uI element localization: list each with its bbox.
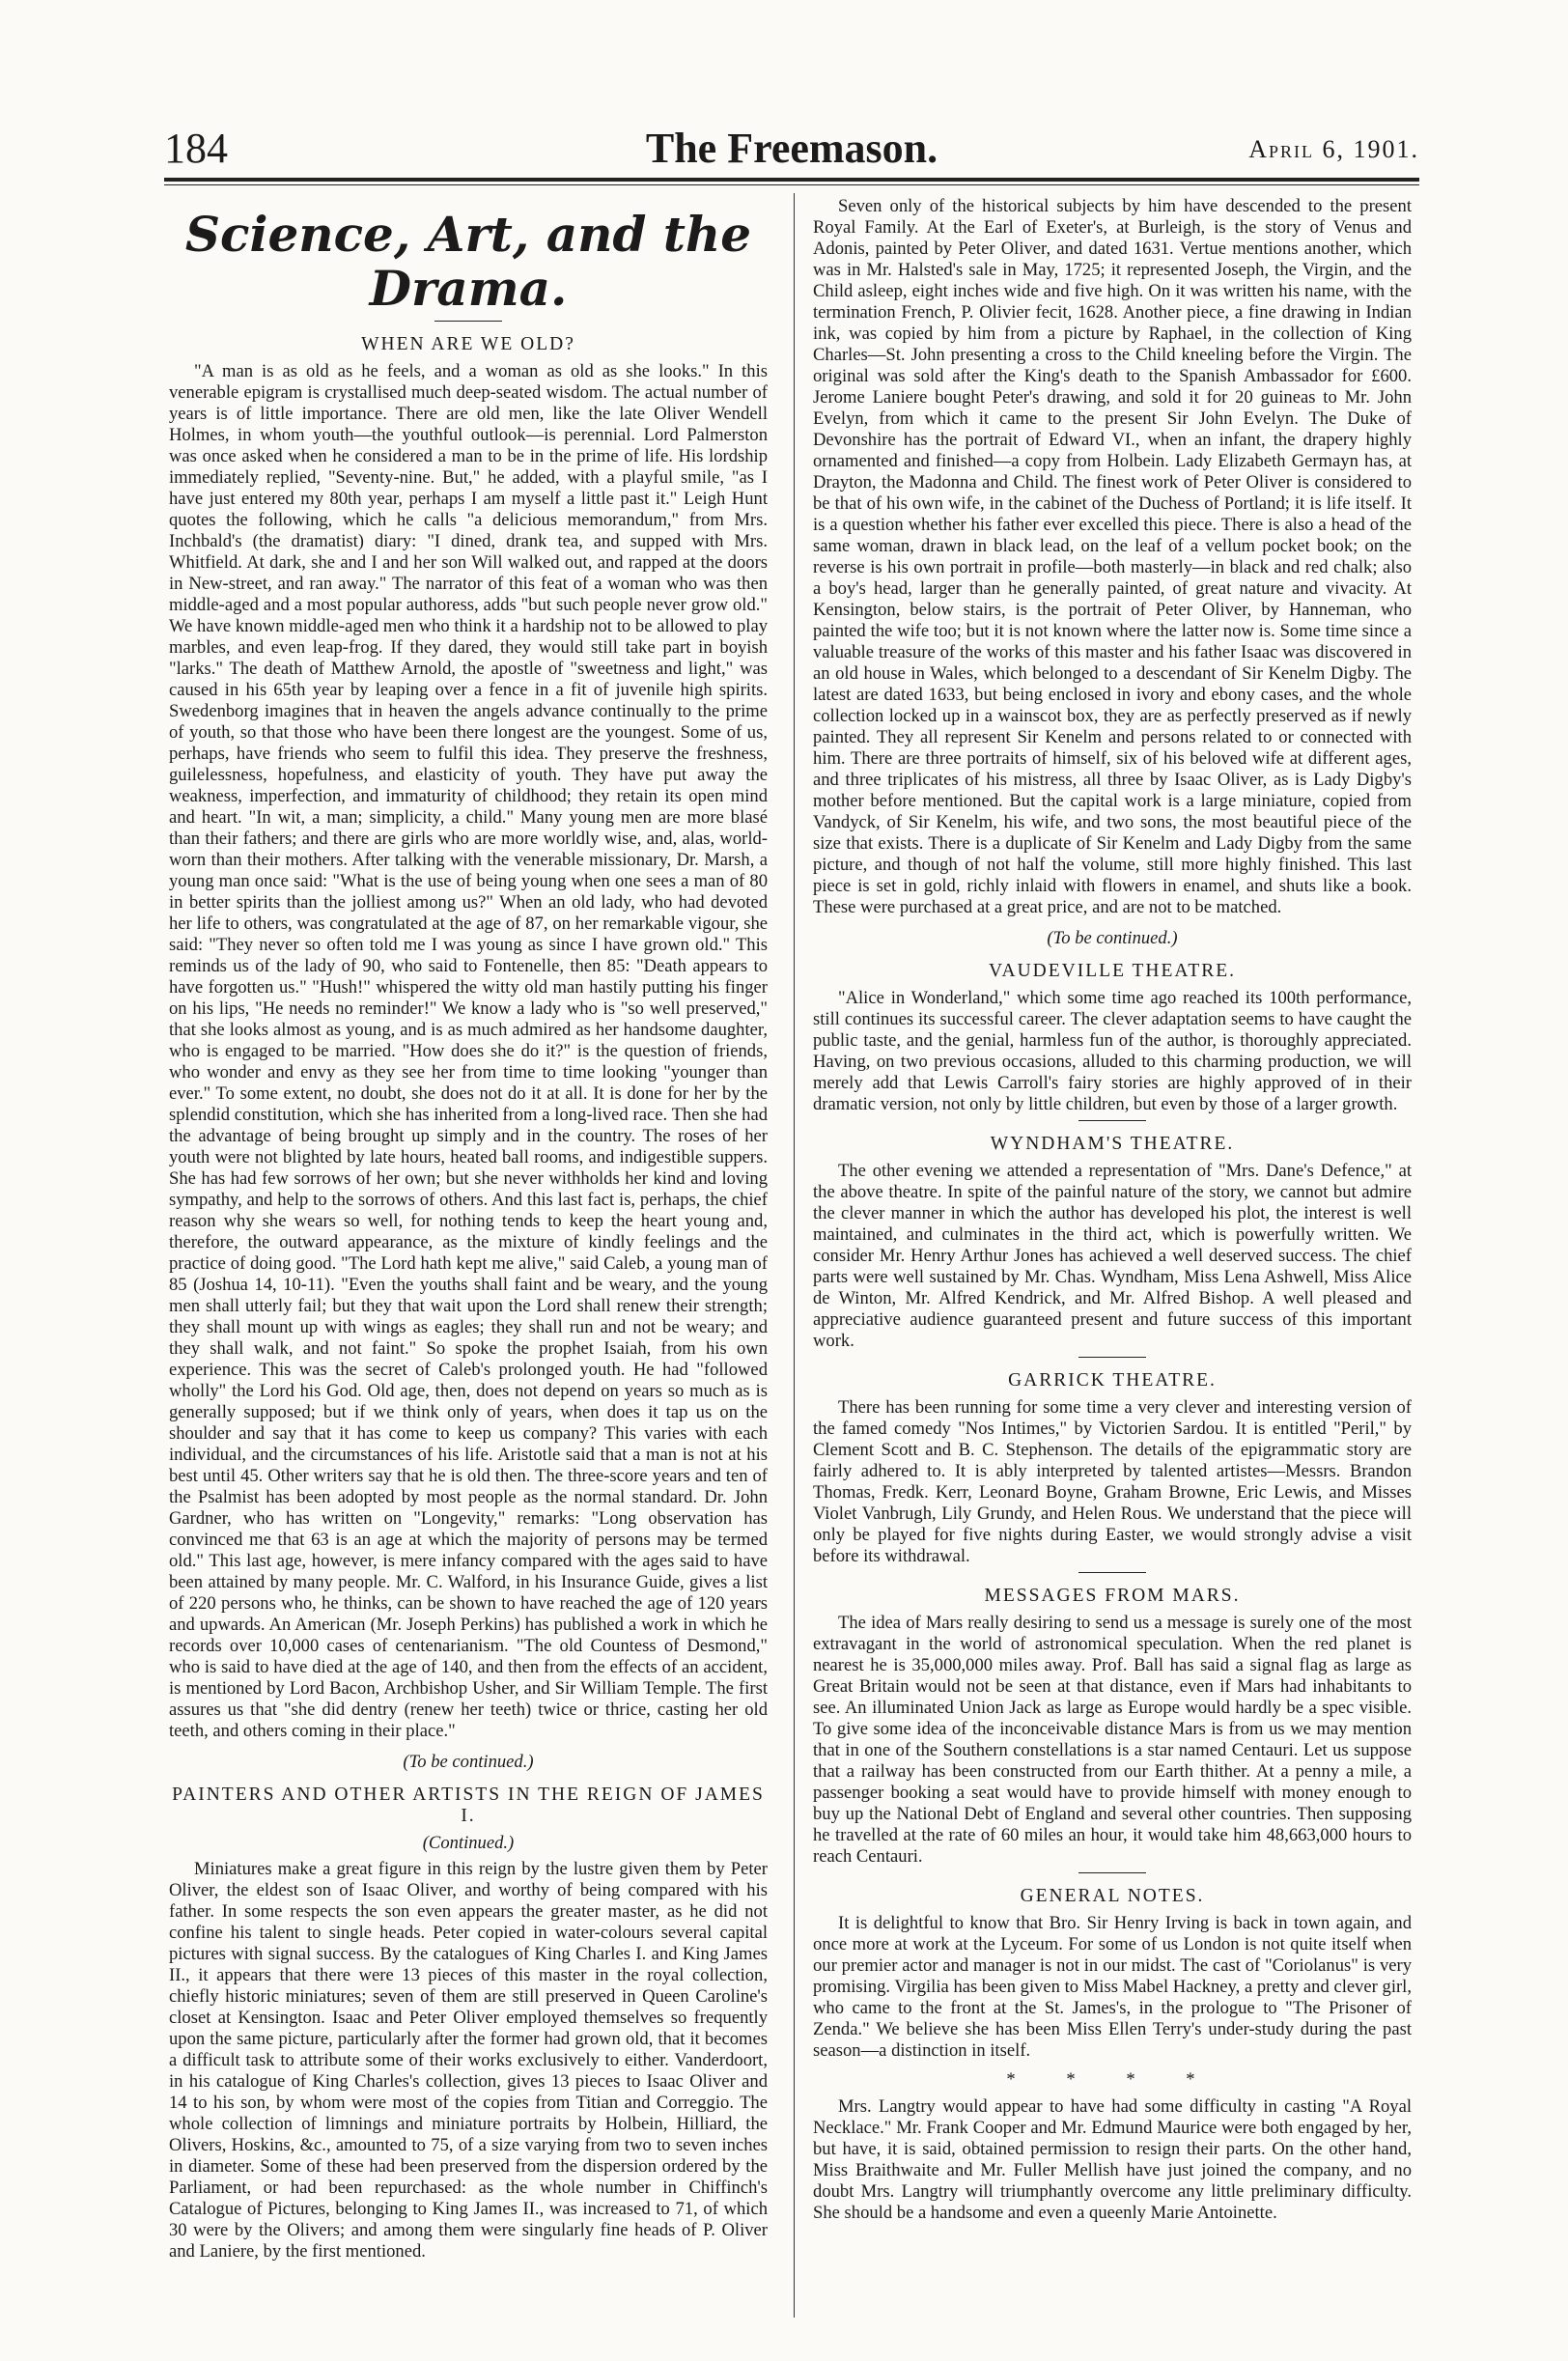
section-rule <box>1078 1120 1146 1121</box>
article-paragraph: It is delightful to know that Bro. Sir Henry Irving is back in town again, and once more at work at the Lyceum. For some of us London is not quite itself when our premier actor and manager is not in our midst. The cast of "Coriolanus" is very promising. Virgilia has been given to Miss Mabel Hackney, a pretty and clever girl, who came to the front at the St. James's, in the prologue to "The Prisoner of Zenda." We believe she has been Miss Ellen Terry's under-study during the past season—a distinction in itself. <box>813 1913 1412 2061</box>
article-heading-painters: PAINTERS AND OTHER ARTISTS IN THE REIGN OF JAMES I. <box>172 1785 765 1826</box>
issue-date: April 6, 1901. <box>1248 135 1419 163</box>
page-number: 184 <box>164 125 228 172</box>
journal-title: The Freemason. <box>645 125 938 172</box>
masthead-rule <box>164 178 1419 182</box>
masthead <box>164 124 1419 183</box>
article-paragraph: There has been running for some time a very clever and interesting version of the famed comedy "Nos Intimes," by Victorien Sardou. It is entitled "Peril," by Clement Scott and B. C. Stephenson. The details of the epigrammatic story are fairly adhered to. It is ably interpreted by talented artistes—Messrs. Brandon Thomas, Fredk. Kerr, Leonard Boyne, Graham Browne, Eric Lewis, and Misses Violet Vanbrugh, Lily Grundy, and Helen Rous. We understand that the piece will only be played for five nights during Easter, we would strongly advise a visit before its withdrawal. <box>813 1397 1412 1566</box>
title-rule <box>434 321 502 322</box>
masthead-rule-thin <box>164 184 1419 185</box>
article-paragraph: Seven only of the historical subjects by him have descended to the present Royal Family. At the Earl of Exeter's, at Burleigh, is the story of Venus and Adonis, painted by Peter Oliver, and dated 1631. Vertue mentions another, which was in Mr. Halsted's sale in May, 1725; it represented Joseph, the Virgin, and the Child asleep, eight inches wide and five high. On it was written his name, with the termination French, P. Olivier fecit, 1628. Another piece, a fine drawing in Indian ink, was copied by him from a picture by Raphael, in the collection of King Charles—St. John presenting a cross to the Child kneeling before the Virgin. The original was sold after the King's death to the Spanish Ambassador for £600. Jerome Laniere bought Peter's drawing, and sold it for 20 guineas to Mr. John Evelyn, from which it came to the present Sir John Evelyn. The Duke of Devonshire has the portrait of Edward VI., when an infant, the drapery highly ornamented and finished—a copy from Holbein. Lady Elizabeth Germayn has, at Drayton, the Madonna and Child. The finest work of Peter Oliver is considered to be that of his own wife, in the cabinet of the Duchess of Portland; it is life itself. It is a question whether his father ever excelled this piece. There is also a head of the same woman, drawn in black lead, on the leaf of a vellum pocket book; on the reverse is his own portrait in profile—both masterly—in black and red chalk; also a boy's head, larger than he generally painted, of great nature and vivacity. At Kensington, below stairs, is the portrait of Peter Oliver, by Hanneman, who painted the wife too; but it is not known where the latter now is. Some time since a valuable treasure of the works of this master and his father Isaac was discovered in an old house in Wales, which belonged to a descendant of Sir Kenelm Digby. The latest are dated 1633, but being enclosed in ivory and ebony cases, and the whole collection locked up in a wainscot box, they are as perfectly preserved as if newly painted. They all represent Sir Kenelm and persons related to or connected with him. There are three portraits of himself, six of his beloved wife at different ages, and three triplicates of his mistress, all three by Isaac Oliver, as is Lady Digby's mother before mentioned. But the capital work is a large miniature, copied from Vandyck, of Sir Kenelm, his wife, and two sons, the most beautiful piece of the size that exists. There is a duplicate of Sir Kenelm and Lady Digby from the same picture, and though of not half the volume, still more highly finished. This last piece is set in gold, richly inlaid with flowers in enamel, and shuts like a book. These were purchased at a great price, and are not to be matched. <box>813 196 1412 917</box>
column-divider <box>794 193 795 2318</box>
left-column <box>169 196 768 2263</box>
article-paragraph: "A man is as old as he feels, and a woman as old as she looks." In this venerable epigram is crystallised much deep-seated wisdom. The actual number of years is of little importance. There are old men, like the late Oliver Wendell Holmes, in whom youth—the youthful outlook—is perennial. Lord Palmerston was once asked when he considered a man to be in the prime of life. His lordship immediately replied, "Seventy-nine. But," he added, with a playful smile, "as I have just entered my 80th year, perhaps I am myself a little past it." Leigh Hunt quotes the following, which he calls "a delicious memorandum," from Mrs. Inchbald's (the dramatist) diary: "I dined, drank tea, and supped with Mrs. Whitfield. At dark, she and I and her son Will walked out, and rapped at the doors in New-street, and ran away." The narrator of this feat of a woman who was then middle-aged and a most popular authoress, adds "but such people never grow old." We have known middle-aged men who think it a hardship not to be allowed to play marbles, and even leap-frog. If they dared, they would still take part in boyish "larks." The death of Matthew Arnold, the apostle of "sweetness and light," was caused in his 65th year by leaping over a fence in a fit of juvenile high spirits. Swedenborg imagines that in heaven the angels advance continually to the prime of youth, so that those who have been there longest are the youngest. Some of us, perhaps, have friends who seem to fulfil this idea. They preserve the freshness, guilelessness, hopefulness, and elasticity of youth. They have put away the weakness, imperfection, and immaturity of childhood; they retain its open mind and heart. "In wit, a man; simplicity, a child." Many young men are more blasé than their fathers; and there are girls who are more worldly wise, and, alas, world-worn than their mothers. After talking with the venerable missionary, Dr. Marsh, a young man once said: "What is the use of being young when one sees a man of 80 in better spirits than the jolliest among us?" When an old lady, who had devoted her life to others, was congratulated at the age of 87, on her remarkable vigour, she said: "They never so often told me I was young as since I have grown old." This reminds us of the lady of 90, who said to Fontenelle, then 85: "Death appears to have forgotten us." "Hush!" whispered the witty old man hastily putting his finger on his lips, "He needs no reminder!" We know a lady who is "so well preserved," that she looks almost as young, and is as much admired as her handsome daughter, who is engaged to be married. "How does she do it?" is the question of friends, who wonder and envy as they see her from time to time looking "younger than ever." To some extent, no doubt, she does not do it at all. It is done for her by the splendid constitution, which she has inherited from a long-lived race. Then she had the advantage of being brought up simply and in the country. The roses of her youth were not blighted by late hours, heated ball rooms, and indigestible suppers. She has had few sorrows of her own; but she never withholds her kind and loving sympathy, and help to the sorrows of others. And this last fact is, perhaps, the chief reason why she wears so well, for nothing tends to keep the heart young and, therefore, the outward appearance, as the mixture of kindly feelings and the practice of doing good. "The Lord hath kept me alive," said Caleb, a young man of 85 (Joshua 14, 10-11). "Even the youths shall faint and be weary, and the young men shall utterly fail; but they that wait upon the Lord shall renew their strength; they shall mount up with wings as eagles; they shall run and not be weary; and they shall walk, and not faint." So spoke the prophet Isaiah, from his own experience. This was the secret of Caleb's prolonged youth. He had "followed wholly" the Lord his God. Old age, then, does not depend on years so much as is generally supposed; but if we think only of years, when does it tap us on the shoulder and say that it has come to keep us company? This varies with each individual, and the circumstances of his life. Aristotle said that a man is not at his best until 45. Other writers say that he is old then. The three-score years and ten of the Psalmist has been adopted by most people as the normal standard. Dr. John Gardner, who has written on "Longevity," remarks: "Long observation has convinced me that 63 is an age at which the majority of persons may be termed old." This last age, however, is mere infancy compared with the ages said to have been attained by many people. Mr. C. Walford, in his Insurance Guide, gives a list of 220 persons who, he thinks, can be shown to have reached the age of 120 years and upwards. An American (Mr. Joseph Perkins) has published a work in which he records over 10,000 cases of centenarianism. "The old Countess of Desmond," who is said to have died at the age of 140, and then from the effects of an accident, is mentioned by Lord Bacon, Archbishop Usher, and Sir William Temple. The first assures us that "she did dentry (renew her teeth) twice or thrice, casting her old teeth, and others coming in their place." <box>169 361 768 1741</box>
article-heading-when-old: WHEN ARE WE OLD? <box>361 334 575 354</box>
article-paragraph: "Alice in Wonderland," which some time ago reached its 100th performance, still continues its successful career. The clever adaptation seems to have caught the public taste, and the genial, harmless fun of the author, is thoroughly appreciated. Having, on two previous occasions, alluded to this charming production, we will merely add that Lewis Carroll's fairy stories are highly approved of in their dramatic version, not only by little children, but even by those of a larger growth. <box>813 988 1412 1114</box>
continued-subheading: (Continued.) <box>422 1833 515 1853</box>
article-heading-vaudeville: VAUDEVILLE THEATRE. <box>988 961 1237 981</box>
section-rule <box>1078 1572 1146 1573</box>
star-separator: * * * * <box>1006 2069 1218 2090</box>
article-heading-mars: MESSAGES FROM MARS. <box>984 1586 1241 1606</box>
article-paragraph: The other evening we attended a representation of "Mrs. Dane's Defence," at the above theatre. In spite of the painful nature of the story, we cannot but admire the clever manner in which the author has developed his plot, the interest is well maintained, and culminates in the third act, which is powerfully written. We consider Mr. Henry Arthur Jones has achieved a well deserved success. The chief parts were well sustained by Mr. Chas. Wyndham, Miss Lena Ashwell, Miss Alice de Winton, Mr. Alfred Kendrick, and Mr. Alfred Bishop. A well pleased and appreciative audience guaranteed present and future success of this important work. <box>813 1161 1412 1351</box>
article-heading-general: GENERAL NOTES. <box>1020 1886 1205 1906</box>
section-rule <box>1078 1872 1146 1873</box>
article-paragraph: Mrs. Langtry would appear to have had some difficulty in casting "A Royal Necklace." Mr. Frank Cooper and Mr. Edmund Maurice were both engaged by her, but have, it is said, obtained permission to resign their parts. On the other hand, Miss Braithwaite and Mr. Fuller Mellish have just joined the company, and no doubt Mrs. Langtry will triumphantly overcome any little preliminary difficulty. She should be a handsome and even a queenly Marie Antoinette. <box>813 2096 1412 2223</box>
article-paragraph: Miniatures make a great figure in this reign by the lustre given them by Peter Oliver, the eldest son of Isaac Oliver, and worthy of being compared with his father. In some respects the son even appears the greater master, as he did not confine his talent to single heads. Peter copied in water-colours several capital pictures with signal success. By the catalogues of King Charles I. and King James II., it appears that there were 13 pieces of this master in the royal collection, chiefly historic miniatures; seven of them are still preserved in Queen Caroline's closet at Kensington. Isaac and Peter Oliver employed themselves so frequently upon the same picture, particularly after the former had grown old, that it becomes a difficult task to attribute some of their works exclusively to either. Vanderdoort, in his catalogue of King Charles's collection, gives 13 pieces to Isaac Oliver and 14 to his son, by whom were most of the copies from Titian and Correggio. The whole collection of limnings and miniature portraits by Holbein, Hilliard, the Olivers, Hoskins, &c., amounted to 75, of a size varying from two to seven inches in diameter. Some of these had been preserved from the dispersion ordered by the Parliament, or had been repurchased: as the whole number in Chiffinch's Catalogue of Pictures, belonging to King James II., was increased to 71, of which 30 were by the Olivers; and among them were singularly fine heads of P. Oliver and Laniere, by the first mentioned. <box>169 1859 768 2262</box>
section-title: Science, Art, and the Drama. <box>184 206 752 317</box>
right-column <box>813 196 1412 2224</box>
section-rule <box>1078 1357 1146 1358</box>
article-paragraph: The idea of Mars really desiring to send us a message is surely one of the most extravagant in the world of astronomical speculation. When the red planet is nearest he is 35,000,000 miles away. Prof. Ball has said a signal flag as large as Great Britain would not be seen at that distance, even if Mars had inhabitants to see. An illuminated Union Jack as large as Europe would hardly be a spec visible. To give some idea of the inconceivable distance Mars is from us we may mention that in one of the Southern constellations is a star named Centauri. Let us suppose that a railway has been constructed from our Earth thither. At a penny a mile, a passenger booking a seat would have to provide himself with money enough to buy up the National Debt of England and several other countries. Then supposing he travelled at the rate of 60 miles an hour, it would take him 48,663,000 hours to reach Centauri. <box>813 1613 1412 1867</box>
continued-note: (To be continued.) <box>1047 928 1178 948</box>
continued-note: (To be continued.) <box>403 1752 534 1772</box>
article-heading-wyndham: WYNDHAM'S THEATRE. <box>990 1134 1235 1154</box>
article-heading-garrick: GARRICK THEATRE. <box>1008 1370 1217 1391</box>
